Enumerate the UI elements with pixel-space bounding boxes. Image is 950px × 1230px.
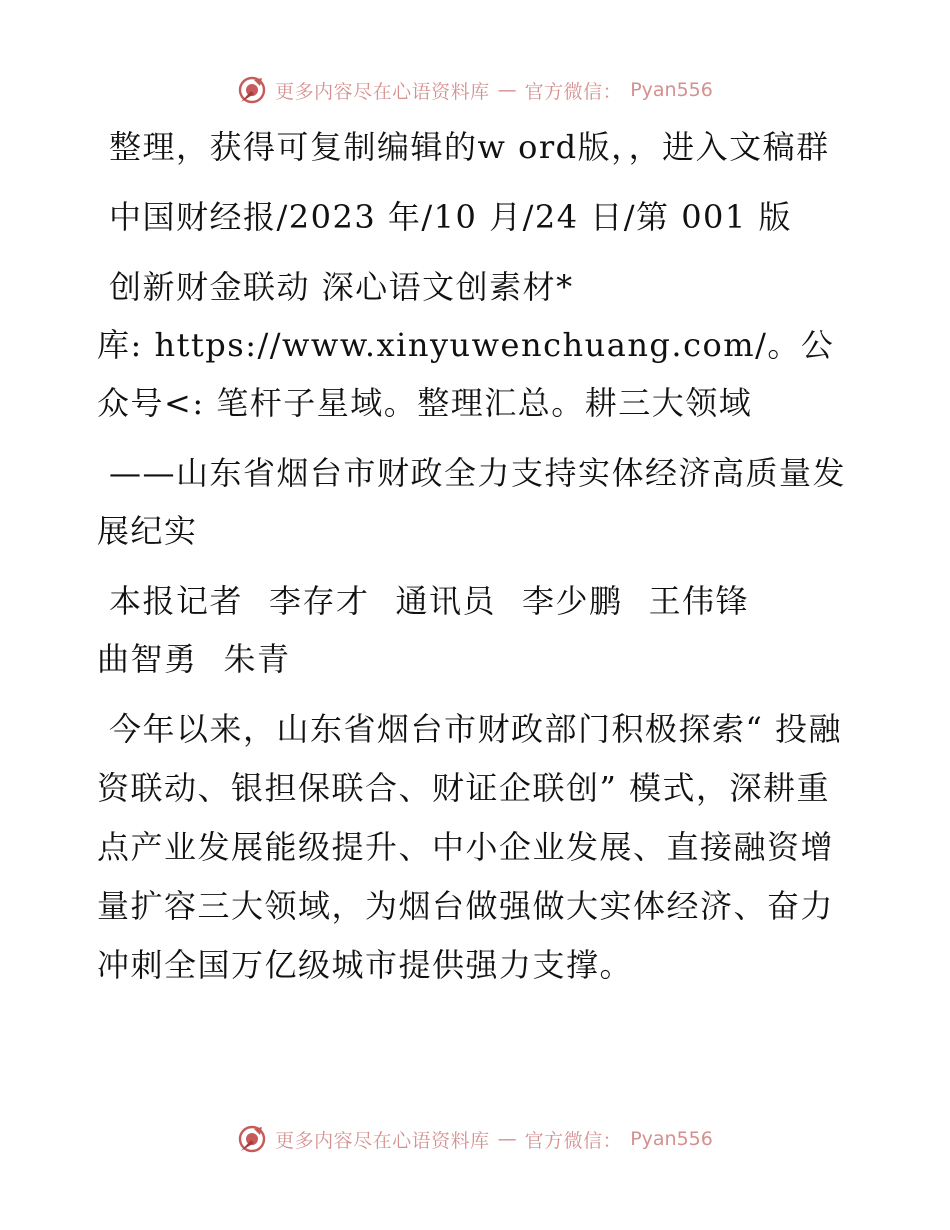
watermark-wechat-label: 官方微信： [524, 80, 623, 103]
intro-note: 整理，获得可复制编辑的w ord版，，进入文稿群 [109, 128, 830, 166]
headline: 创新财金联动 深心语文创素材* [109, 268, 574, 306]
watermark-account: Pyan556 [630, 79, 713, 101]
watermark-separator: — [497, 79, 517, 101]
watermark-wechat-label: 官方微信： [524, 1129, 623, 1152]
byline [97, 572, 857, 688]
subtitle: ——山东省烟台市财政全力支持实体经济高质量发展纪实 [97, 454, 847, 550]
byline-name: 李存才 [269, 582, 370, 620]
pen-logo-icon [237, 75, 267, 105]
byline-role: 通讯员 [395, 582, 497, 620]
body-paragraph: 今年以来，山东省烟台市财政部门积极探索“ 投融资联动、银担保联合、财证企联创” 模式，深耕重点产业发展能级提升、中小企业发展、直接融资增量扩容三大领域，为烟台做强做大实体经济、奋力冲刺全国万亿级城市提供强力支撑。 [97, 710, 843, 984]
byline-name: 曲智勇 [97, 640, 198, 678]
byline-name: 李少鹏 [522, 582, 623, 620]
source-note: 库: https://www.xinyuwenchuang.com/。公众号<: 笔杆子星域。整理汇总。耕三大领域 [97, 326, 835, 422]
watermark-text: 更多内容尽在心语资料库 [275, 80, 490, 103]
publication-line: 中国财经报/2023 年/10 月/24 日/第 001 版 [109, 198, 792, 236]
watermark-text: 更多内容尽在心语资料库 [275, 1129, 490, 1152]
watermark-account: Pyan556 [630, 1128, 713, 1150]
pen-logo-icon [237, 1124, 267, 1154]
watermark-separator: — [497, 1128, 517, 1150]
byline-lead: 本报记者 [109, 582, 244, 620]
byline-name: 王伟锋 [648, 582, 750, 620]
document-body [97, 118, 857, 1007]
byline-name: 朱青 [223, 640, 291, 678]
footer-watermark [0, 1119, 950, 1159]
header-watermark [0, 70, 950, 110]
